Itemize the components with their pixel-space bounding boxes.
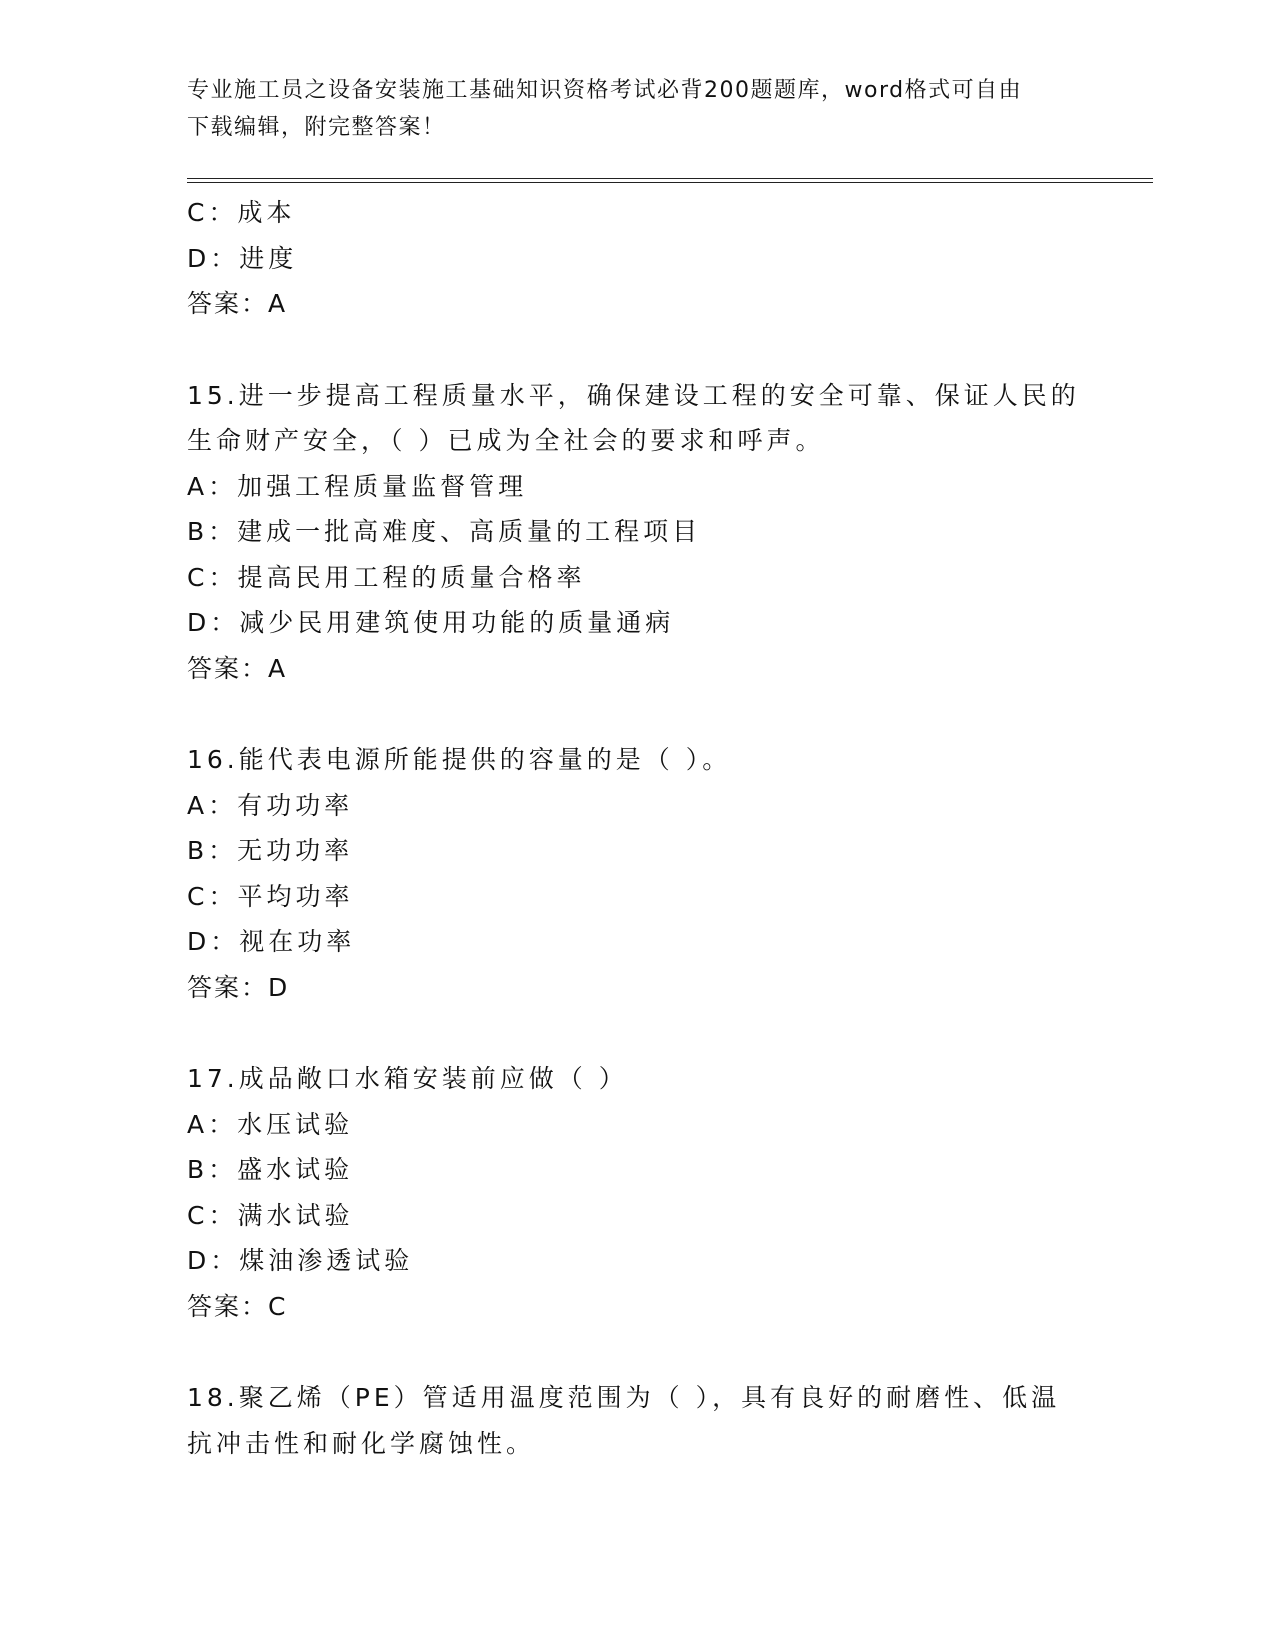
question-content: [187, 190, 1153, 1466]
question-stem: 17.成品敞口水箱安装前应做（ ）: [187, 1064, 628, 1093]
answer: 答案：A: [187, 289, 288, 318]
answer: 答案：C: [187, 1291, 288, 1321]
answer: 答案：A: [187, 653, 288, 683]
option-d: D：煤油渗透试验: [187, 1246, 414, 1275]
option-a: A：水压试验: [187, 1109, 354, 1139]
option-b: B：盛水试验: [187, 1155, 354, 1184]
header-title-line-2: 下载编辑，附完整答案！: [187, 115, 446, 140]
option-d: D：视在功率: [187, 927, 356, 956]
option-a: A：加强工程质量监督管理: [187, 471, 528, 501]
header-title-line-1: 专业施工员之设备安装施工基础知识资格考试必背200题题库，word格式可自由: [187, 78, 1023, 103]
spacer: [187, 327, 1153, 373]
spacer: [187, 1010, 1153, 1056]
option-c: C：平均功率: [187, 881, 354, 911]
document-header: [187, 72, 1067, 146]
question-stem-continued: 生命财产安全，（ ）已成为全社会的要求和呼声。: [187, 426, 825, 455]
option-b: B：无功功率: [187, 836, 354, 865]
header-divider: [187, 178, 1153, 183]
question-16: [187, 737, 1153, 1010]
question-stem: 16.能代表电源所能提供的容量的是（ ）。: [187, 745, 732, 774]
question-stem-continued: 抗冲击性和耐化学腐蚀性。: [187, 1428, 536, 1458]
option-a: A：有功功率: [187, 790, 354, 820]
question-stem: 18.聚乙烯（PE）管适用温度范围为（ ），具有良好的耐磨性、低温: [187, 1383, 1061, 1412]
option-c: C：成本: [187, 198, 296, 227]
spacer: [187, 691, 1153, 737]
option-b: B：建成一批高难度、高质量的工程项目: [187, 517, 702, 546]
question-17: [187, 1056, 1153, 1329]
option-d: D：减少民用建筑使用功能的质量通病: [187, 608, 675, 637]
answer: 答案：D: [187, 972, 290, 1002]
option-c: C：满水试验: [187, 1200, 354, 1230]
question-stem: 15.进一步提高工程质量水平，确保建设工程的安全可靠、保证人民的: [187, 380, 1080, 410]
question-18: [187, 1375, 1153, 1466]
option-d: D：进度: [187, 243, 298, 273]
spacer: [187, 1329, 1153, 1375]
option-c: C：提高民用工程的质量合格率: [187, 562, 586, 592]
question-15: [187, 373, 1153, 692]
question-14: [187, 190, 1153, 327]
